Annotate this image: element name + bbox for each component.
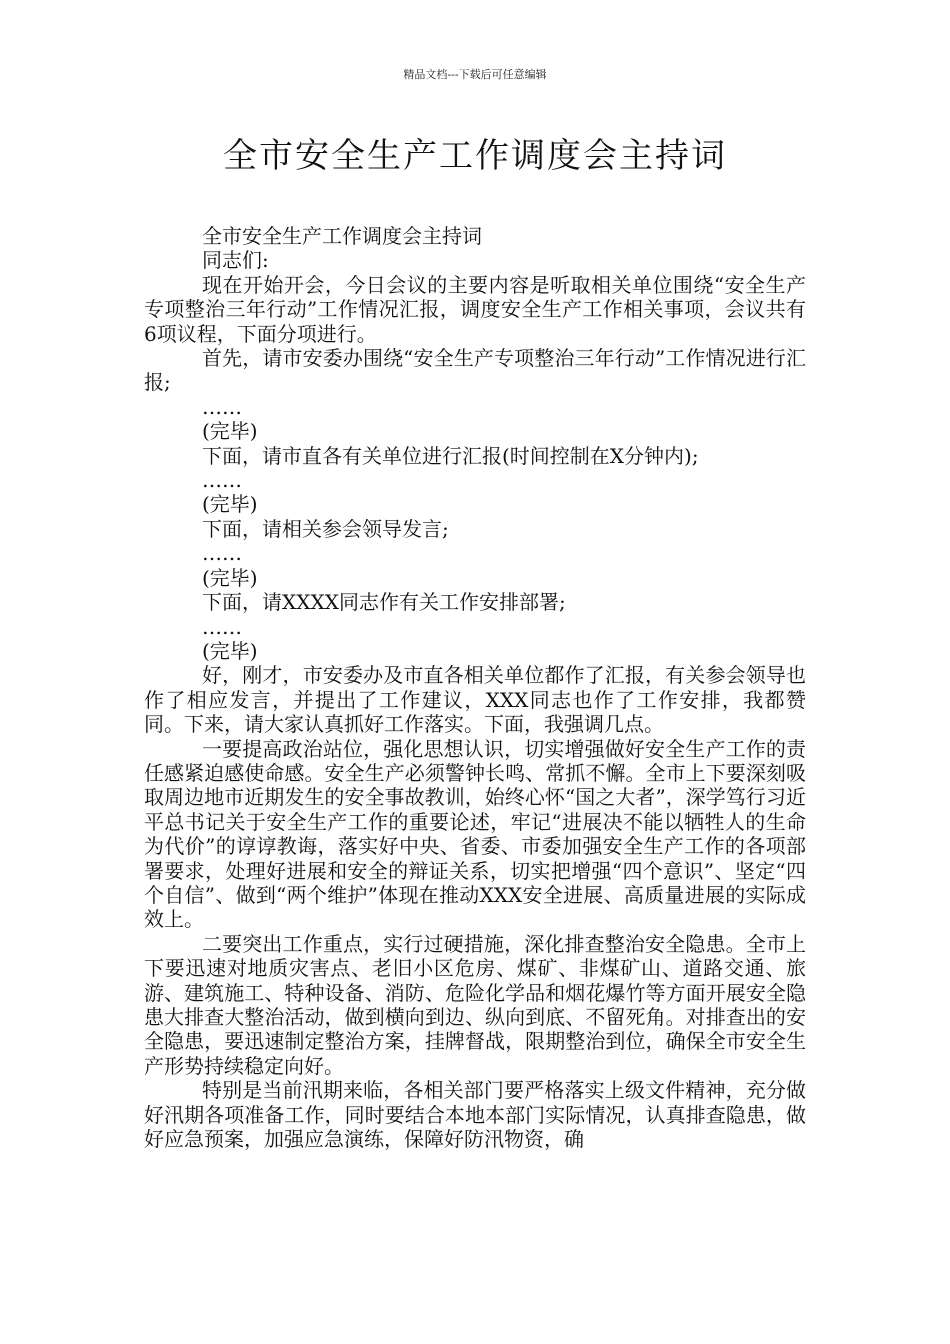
paragraph: (完毕) xyxy=(202,492,258,517)
paragraph: (完毕) xyxy=(202,565,258,590)
paragraph: 下面，请XXXX同志作有关工作安排部署; xyxy=(202,590,566,615)
paragraph: …… xyxy=(202,541,242,566)
document-title: 全市安全生产工作调度会主持词 xyxy=(223,136,727,176)
paragraph: …… xyxy=(202,394,242,419)
paragraph: (完毕) xyxy=(202,419,258,444)
paragraph: 下面，请市直各有关单位进行汇报(时间控制在X分钟内); xyxy=(202,443,699,468)
header-note: 精品文档---下载后可任意编辑 xyxy=(403,68,547,81)
paragraph: (完毕) xyxy=(202,638,258,663)
paragraph: 好，刚才，市安委办及市直各相关单位都作了汇报，有关参会领导也作了相应发言，并提出了工作建议，XXX同志也作了工作安排，我都赞同。下来，请大家认真抓好工作落实。下面，我强调几点。 xyxy=(144,663,806,737)
paragraph: 一要提高政治站位，强化思想认识，切实增强做好安全生产工作的责任感紧迫感使命感。安全生产必须警钟长鸣、常抓不懈。全市上下要深刻吸取周边地市近期发生的安全事故教训，始终心怀“国之大者”，深学笃行习近平总书记关于安全生产工作的重要论述，牢记“进展决不能以牺牲人的生命为代价”的谆谆教诲，落实好中央、省委、市委加强安全生产工作的各项部署要求，处理好进展和安全的辩证关系，切实把增强“四个意识”、坚定“四个自信”、做到“两个维护”体现在推动XXX安全进展、高质量进展的实际成效上。 xyxy=(144,736,806,932)
paragraph: 首先，请市安委办围绕“安全生产专项整治三年行动”工作情况进行汇报; xyxy=(144,346,806,395)
paragraph: …… xyxy=(202,468,242,493)
paragraph: 下面，请相关参会领导发言; xyxy=(202,516,449,541)
paragraph: 全市安全生产工作调度会主持词 xyxy=(202,224,482,248)
document-body xyxy=(144,224,806,1151)
paragraph: 特别是当前汛期来临，各相关部门要严格落实上级文件精神，充分做好汛期各项准备工作，同时要结合本地本部门实际情况，认真排查隐患，做好应急预案，加强应急演练，保障好防汛物资，确 xyxy=(144,1078,806,1152)
paragraph: 同志们: xyxy=(202,248,269,273)
paragraph: 现在开始开会，今日会议的主要内容是听取相关单位围绕“安全生产专项整治三年行动”工作情况汇报，调度安全生产工作相关事项，会议共有6项议程，下面分项进行。 xyxy=(144,272,806,346)
paragraph: …… xyxy=(202,614,242,639)
paragraph: 二要突出工作重点，实行过硬措施，深化排查整治安全隐患。全市上下要迅速对地质灾害点、老旧小区危房、煤矿、非煤矿山、道路交通、旅游、建筑施工、特种设备、消防、危险化学品和烟花爆竹等方面开展安全隐患大排查大整治活动，做到横向到边、纵向到底、不留死角。对排查出的安全隐患，要迅速制定整治方案，挂牌督战，限期整治到位，确保全市安全生产形势持续稳定向好。 xyxy=(144,931,806,1078)
